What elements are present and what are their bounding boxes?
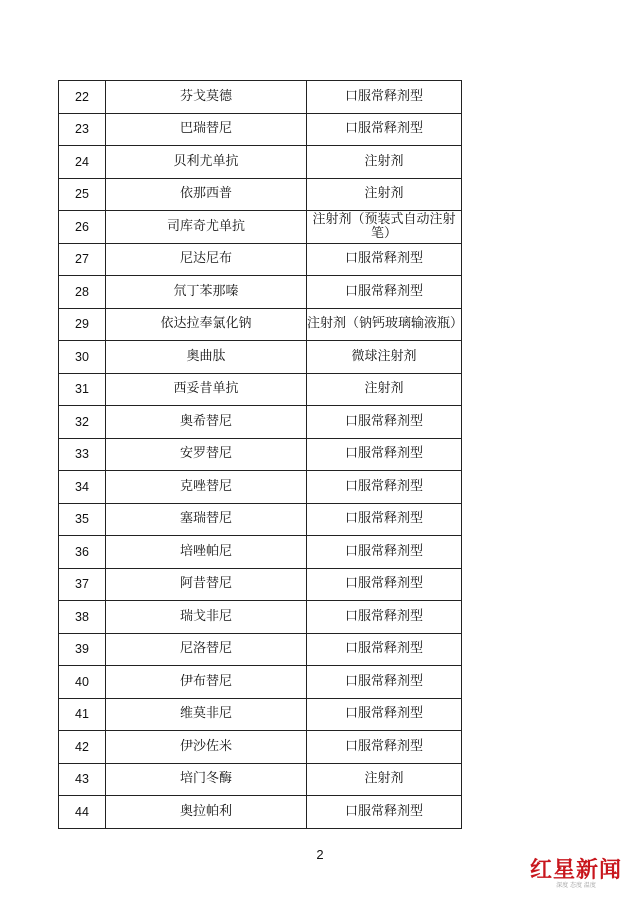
dosage-form: 口服常释剂型 [307, 796, 462, 829]
table-row [59, 406, 462, 439]
dosage-form: 注射剂 [307, 146, 462, 179]
table-row [59, 438, 462, 471]
drug-name: 贝利尤单抗 [106, 146, 307, 179]
dosage-form: 口服常释剂型 [307, 243, 462, 276]
table-row [59, 276, 462, 309]
drug-name: 培唑帕尼 [106, 536, 307, 569]
row-number: 30 [59, 341, 106, 374]
drug-name: 塞瑞替尼 [106, 503, 307, 536]
dosage-form: 口服常释剂型 [307, 81, 462, 114]
table-row [59, 633, 462, 666]
row-number: 32 [59, 406, 106, 439]
drug-name: 安罗替尼 [106, 438, 307, 471]
drug-name: 伊布替尼 [106, 666, 307, 699]
table-row [59, 536, 462, 569]
table-row [59, 178, 462, 211]
watermark-subtext: 深度 态度 温度 [556, 882, 596, 889]
drug-name: 伊沙佐米 [106, 731, 307, 764]
drug-name: 司库奇尤单抗 [106, 211, 307, 244]
watermark-text: 红星新闻 [530, 857, 623, 883]
drug-name: 依那西普 [106, 178, 307, 211]
dosage-form: 口服常释剂型 [307, 406, 462, 439]
dosage-form: 口服常释剂型 [307, 698, 462, 731]
drug-name: 培门冬酶 [106, 763, 307, 796]
drug-name: 尼达尼布 [106, 243, 307, 276]
table-row [59, 243, 462, 276]
drug-table [58, 80, 462, 829]
row-number: 42 [59, 731, 106, 764]
table-row [59, 341, 462, 374]
row-number: 44 [59, 796, 106, 829]
drug-name: 依达拉奉氯化钠 [106, 308, 307, 341]
drug-name: 西妥昔单抗 [106, 373, 307, 406]
dosage-form: 微球注射剂 [307, 341, 462, 374]
table-row [59, 731, 462, 764]
table-row [59, 503, 462, 536]
row-number: 35 [59, 503, 106, 536]
row-number: 31 [59, 373, 106, 406]
watermark-logo [530, 853, 622, 891]
row-number: 33 [59, 438, 106, 471]
table-body [59, 81, 462, 829]
page-number: 2 [316, 847, 324, 862]
row-number: 29 [59, 308, 106, 341]
table-row [59, 568, 462, 601]
dosage-form: 口服常释剂型 [307, 471, 462, 504]
drug-name: 奥拉帕利 [106, 796, 307, 829]
dosage-form: 口服常释剂型 [307, 276, 462, 309]
dosage-form: 注射剂（预装式自动注射笔） [307, 211, 462, 244]
row-number: 37 [59, 568, 106, 601]
row-number: 39 [59, 633, 106, 666]
drug-name: 尼洛替尼 [106, 633, 307, 666]
dosage-form: 口服常释剂型 [307, 666, 462, 699]
table-row [59, 763, 462, 796]
row-number: 23 [59, 113, 106, 146]
drug-name: 芬戈莫德 [106, 81, 307, 114]
dosage-form: 口服常释剂型 [307, 503, 462, 536]
table-row [59, 601, 462, 634]
table-row [59, 308, 462, 341]
dosage-form: 口服常释剂型 [307, 568, 462, 601]
drug-name: 氘丁苯那嗪 [106, 276, 307, 309]
row-number: 25 [59, 178, 106, 211]
drug-name: 奥希替尼 [106, 406, 307, 439]
row-number: 26 [59, 211, 106, 244]
table-row [59, 146, 462, 179]
table-row [59, 211, 462, 244]
row-number: 40 [59, 666, 106, 699]
row-number: 27 [59, 243, 106, 276]
dosage-form: 口服常释剂型 [307, 731, 462, 764]
row-number: 36 [59, 536, 106, 569]
drug-name: 巴瑞替尼 [106, 113, 307, 146]
drug-name: 维莫非尼 [106, 698, 307, 731]
dosage-form: 注射剂 [307, 763, 462, 796]
dosage-form: 注射剂 [307, 373, 462, 406]
table-row [59, 698, 462, 731]
dosage-form: 口服常释剂型 [307, 633, 462, 666]
dosage-form: 口服常释剂型 [307, 438, 462, 471]
dosage-form: 口服常释剂型 [307, 601, 462, 634]
table-row [59, 81, 462, 114]
row-number: 41 [59, 698, 106, 731]
row-number: 28 [59, 276, 106, 309]
table-row [59, 373, 462, 406]
table-row [59, 471, 462, 504]
row-number: 34 [59, 471, 106, 504]
dosage-form: 口服常释剂型 [307, 536, 462, 569]
row-number: 43 [59, 763, 106, 796]
row-number: 38 [59, 601, 106, 634]
dosage-form: 注射剂 [307, 178, 462, 211]
table-row [59, 113, 462, 146]
dosage-form: 注射剂（钠钙玻璃输液瓶） [307, 308, 462, 341]
table-row [59, 666, 462, 699]
row-number: 24 [59, 146, 106, 179]
table-row [59, 796, 462, 829]
drug-name: 阿昔替尼 [106, 568, 307, 601]
dosage-form: 口服常释剂型 [307, 113, 462, 146]
drug-name: 瑞戈非尼 [106, 601, 307, 634]
row-number: 22 [59, 81, 106, 114]
drug-name: 奥曲肽 [106, 341, 307, 374]
drug-name: 克唑替尼 [106, 471, 307, 504]
